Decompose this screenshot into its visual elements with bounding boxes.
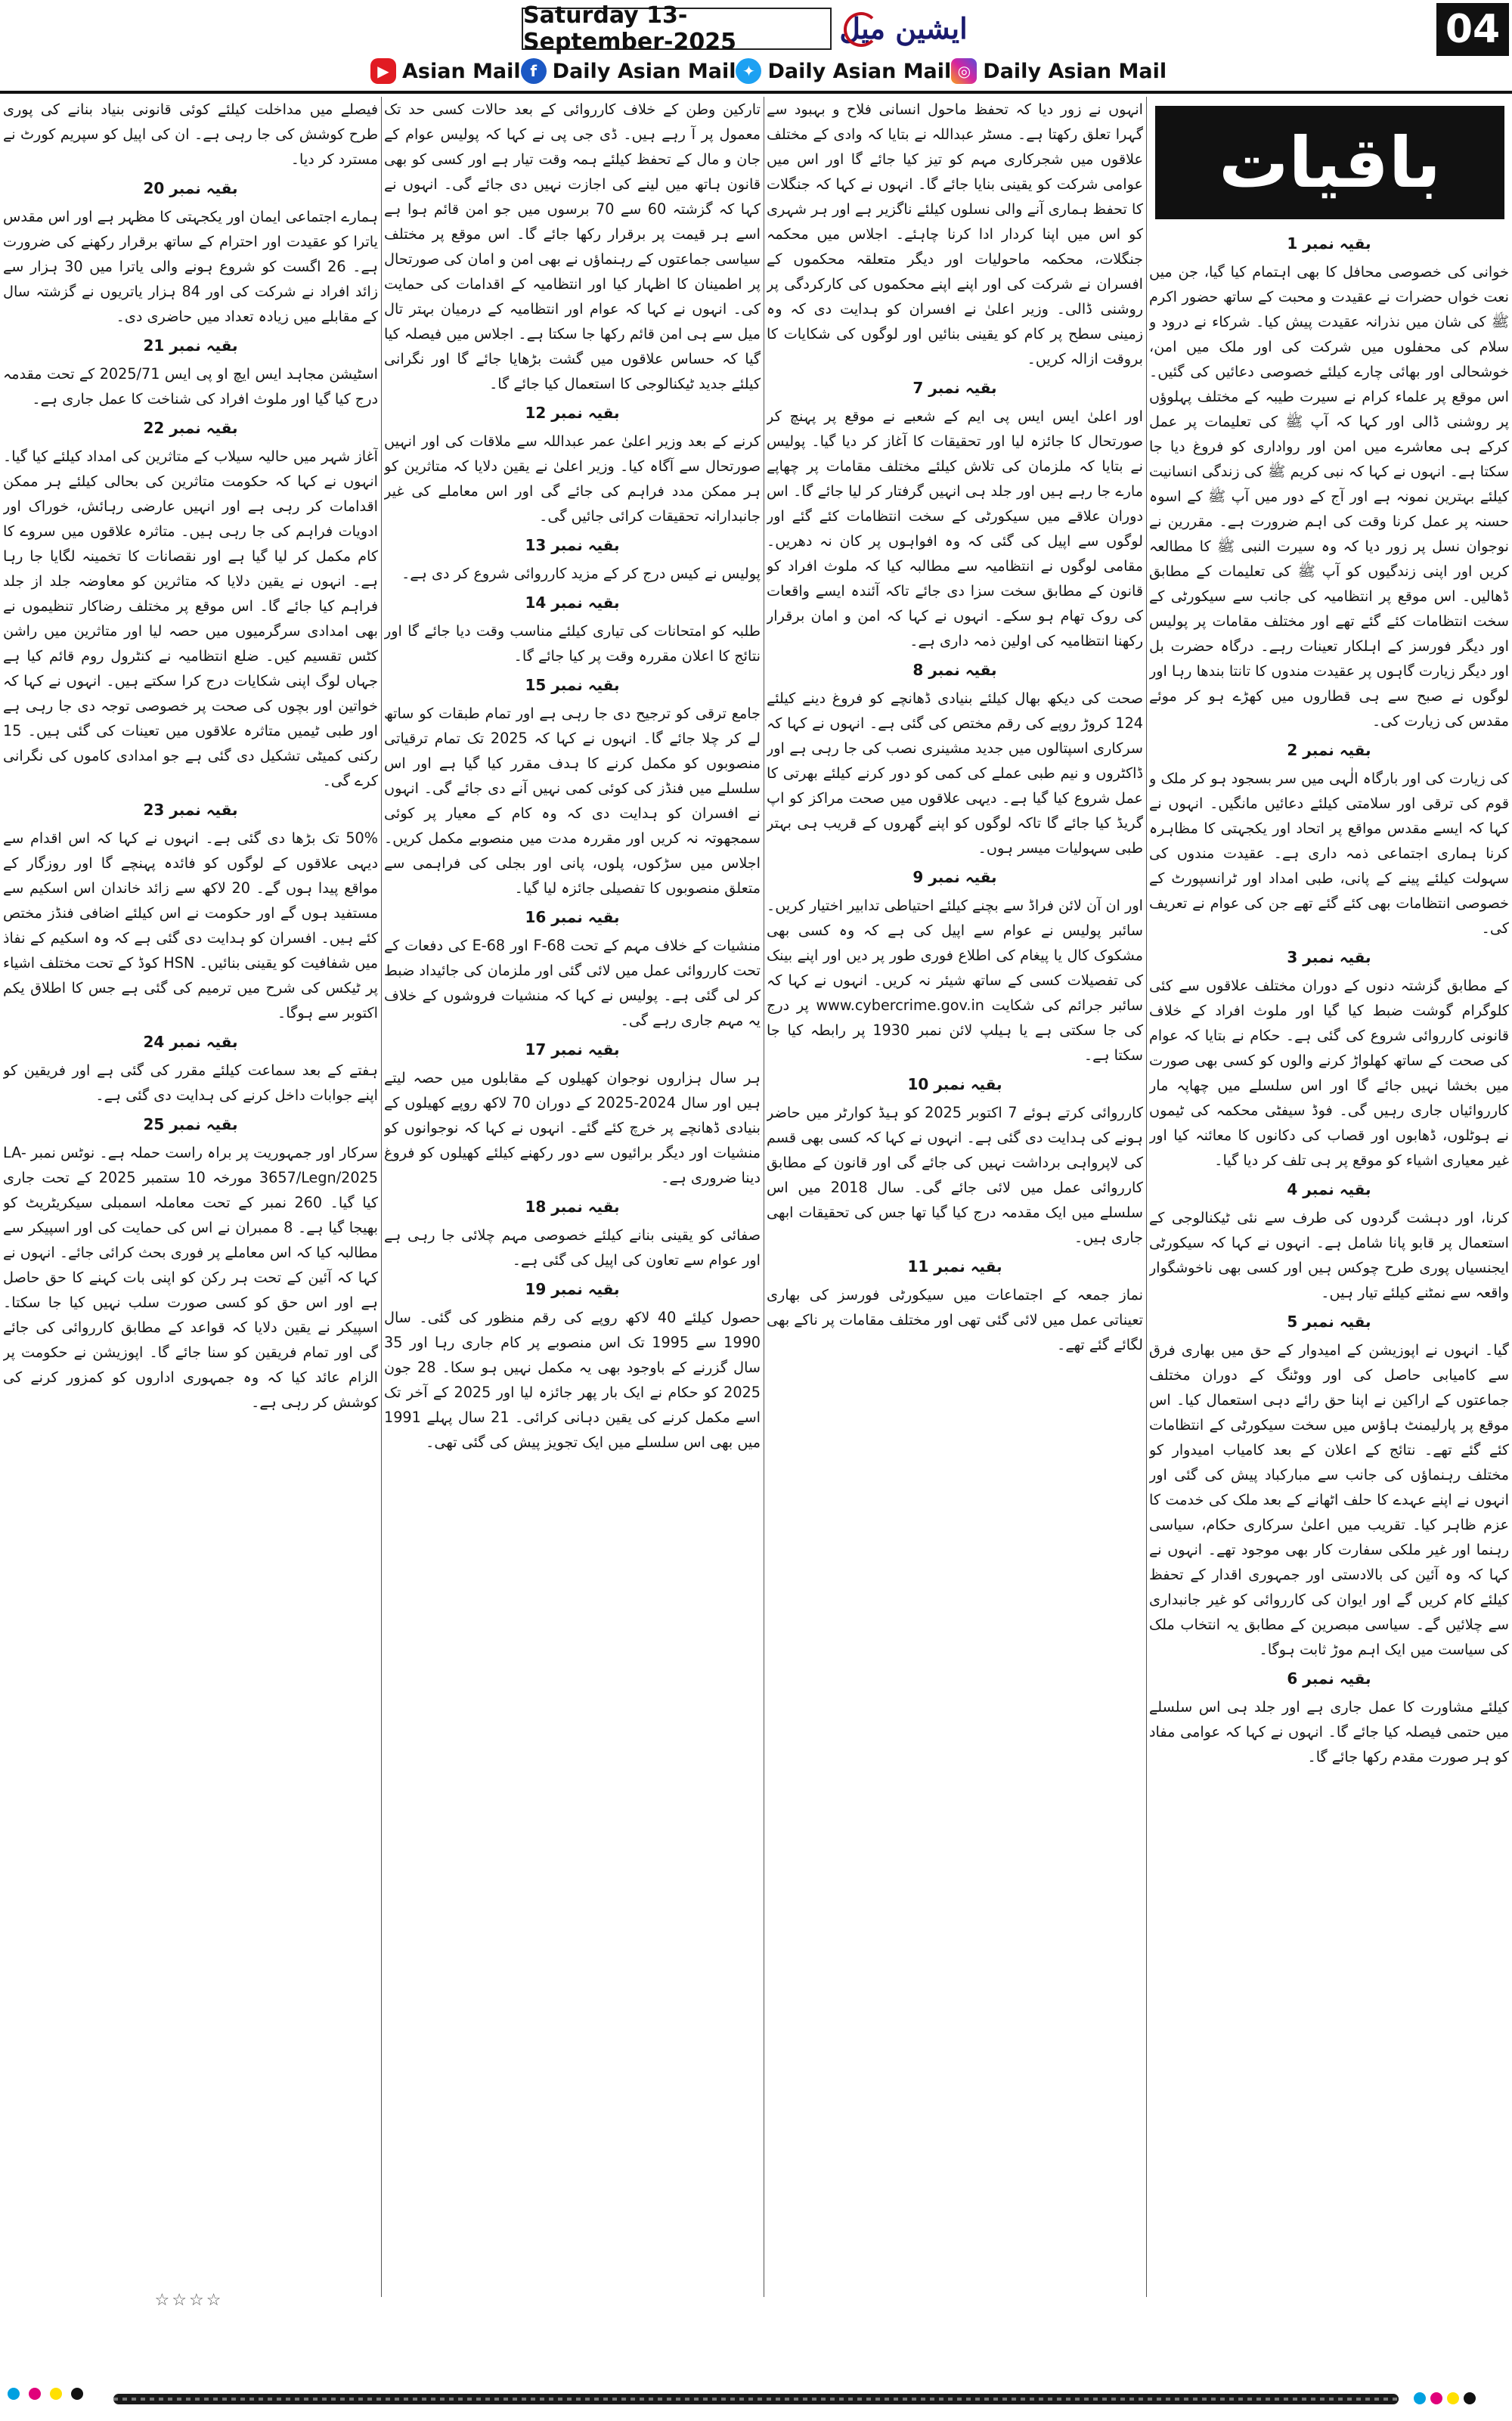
continuation-heading: بقیہ نمبر 5 — [1287, 1313, 1371, 1331]
issue-date: Saturday 13-September-2025 — [522, 8, 832, 50]
article-paragraph: سرکار اور جمہوریت پر براہ راست حملہ ہے۔ نوٹس نمبر LA-3657/Legn/2025 مورخہ 10 ستمبر 2025 کے تحت جاری کیا گیا۔ 260 نمبر کے تحت معاملہ اسمبلی سیکریٹریٹ کو بھیجا گیا ہے۔ 8 ممبران نے اس کی حمایت کی اور اسپیکر سے مطالبہ کیا کہ اس معاملے پر فوری بحث کرائی جائے۔ انہوں نے کہا کہ آئین کے تحت ہر رکن کو اپنی بات کہنے کا حق حاصل ہے اور اس حق کو کسی صورت سلب نہیں کیا جا سکتا۔ اسپیکر نے یقین دلایا کہ قواعد کے مطابق کارروائی کی جائے گی اور تمام فریقین کو سنا جائے گا۔ اپوزیشن نے حکومت پر الزام عائد کیا کہ وہ جمہوری اداروں کو کمزور کرنے کی کوشش کر رہی ہے۔ — [3, 1144, 378, 1411]
continuation-heading: بقیہ نمبر 9 — [912, 868, 997, 886]
continuation-heading: بقیہ نمبر 7 — [912, 379, 997, 397]
facebook-icon: f — [521, 58, 547, 84]
article-paragraph: گیا۔ انہوں نے اپوزیشن کے امیدوار کے حق میں بھاری فرق سے کامیابی حاصل کی اور ووٹنگ کے دوران مختلف جماعتوں کے اراکین نے اپنا حق رائے دہی استعمال کیا۔ اس موقع پر پارلیمنٹ ہاؤس میں سخت سیکورٹی کے انتظامات کئے گئے تھے۔ نتائج کے اعلان کے بعد کامیاب امیدوار کو مختلف رہنماؤں کی جانب سے مبارکباد پیش کی گئی اور انہوں نے اپنے عہدے کا حلف اٹھانے کے بعد ملک کی خدمت کا عزم ظاہر کیا۔ تقریب میں اعلیٰ سرکاری حکام، سیاسی رہنما اور غیر ملکی سفارت کار بھی موجود تھے۔ انہوں نے کہا کہ وہ آئین کی بالادستی اور جمہوری اقدار کے تحفظ کیلئے کام کریں گے اور ایوان کی کارروائی کو غیر جانبداری سے چلائیں گے۔ سیاسی مبصرین کے مطابق یہ انتخاب ملک کی سیاست میں ایک اہم موڑ ثابت ہوگا۔ — [1149, 1341, 1509, 1658]
article-paragraph: کے مطابق گزشتہ دنوں کے دوران مختلف علاقوں سے کئی کلوگرام گوشت ضبط کیا گیا اور ملوث افراد کے خلاف قانونی کارروائی شروع کی گئی ہے۔ حکام نے بتایا کہ عوام کی صحت کے ساتھ کھلواڑ کرنے والوں کو کسی بھی صورت میں بخشا نہیں جائے گا اور اس سلسلے میں چھاپہ مار کارروائیاں جاری رہیں گی۔ فوڈ سیفٹی محکمہ کی ٹیموں نے ہوٹلوں، ڈھابوں اور قصاب کی دکانوں کا معائنہ کیا اور غیر معیاری اشیاء کو موقع پر ہی تلف کر دیا گیا۔ — [1149, 977, 1509, 1169]
article-paragraph: آغاز شہر میں حالیہ سیلاب کے متاثرین کی امداد کیلئے کیا گیا۔ انہوں نے کہا کہ حکومت متاثرین کی بحالی کیلئے ہر ممکن اقدامات کر رہی ہے اور انہیں عارضی رہائش، خوراک اور ادویات فراہم کی جا رہی ہیں۔ متاثرہ علاقوں میں سروے کا کام مکمل کر لیا گیا ہے اور نقصانات کا تخمینہ لگایا جا رہا ہے۔ انہوں نے یقین دلایا کہ متاثرین کو معاوضہ جلد از جلد فراہم کیا جائے گا۔ اس موقع پر مختلف رضاکار تنظیموں نے بھی امدادی سرگرمیوں میں حصہ لیا اور متاثرین میں راشن کٹس تقسیم کیں۔ ضلع انتظامیہ نے کنٹرول روم قائم کیا ہے جہاں لوگ اپنی شکایات درج کرا سکتے ہیں۔ انہوں نے کہا کہ خواتین اور بچوں کی صحت پر خصوصی توجہ دی جا رہی ہے اور طبی ٹیمیں متاثرہ علاقوں میں تعینات کی گئی ہیں۔ 15 رکنی کمیٹی تشکیل دی گئی ہے جو امدادی کاموں کی نگرانی کرے گی۔ — [3, 448, 378, 789]
article-paragraph: پولیس نے کیس درج کر کے مزید کارروائی شروع کر دی ہے۔ — [401, 565, 761, 582]
cmyk-marks-right — [1414, 2392, 1476, 2404]
continuation-heading: بقیہ نمبر 15 — [525, 676, 620, 694]
article-paragraph: کی زیارت کی اور بارگاہ الٰہی میں سر بسجود ہو کر ملک و قوم کی ترقی اور سلامتی کیلئے دعائیں مانگیں۔ انہوں نے کہا کہ ایسے مقدس مواقع پر اتحاد اور یکجہتی کا مظاہرہ کرنا ہماری اجتماعی ذمہ داری ہے۔ عقیدت مندوں کی سہولت کیلئے پینے کے پانی، طبی امداد اور ٹرانسپورٹ کے خصوصی انتظامات بھی کئے گئے تھے جن کی عوام نے تعریف کی۔ — [1149, 770, 1509, 937]
column-divider — [1146, 97, 1147, 2297]
masthead-rule — [0, 91, 1512, 94]
article-paragraph: انہوں نے زور دیا کہ تحفظ ماحول انسانی فلاح و بہبود سے گہرا تعلق رکھتا ہے۔ مسٹر عبداللہ نے بتایا کہ وادی کے مختلف علاقوں میں شجرکاری مہم کو تیز کیا جائے گا اور اس میں عوامی شرکت کو یقینی بنایا جائے گا۔ انہوں نے کہا کہ جنگلات کا تحفظ ہماری آنے والی نسلوں کیلئے ناگزیر ہے اور ہر شہری کو اس میں اپنا کردار ادا کرنا چاہئے۔ اجلاس میں محکمہ جنگلات، محکمہ ماحولیات اور دیگر متعلقہ محکموں کے افسران نے شرکت کی اور اپنے اپنے محکموں کی کارکردگی پر روشنی ڈالی۔ وزیر اعلیٰ نے افسران کو ہدایت دی کہ وہ زمینی سطح پر کام کو یقینی بنائیں اور لوگوں کی شکایات کا بروقت ازالہ کریں۔ — [767, 101, 1143, 367]
continuation-heading: بقیہ نمبر 8 — [912, 661, 997, 679]
article-paragraph: کرنے کے بعد وزیر اعلیٰ عمر عبداللہ سے ملاقات کی اور انہیں صورتحال سے آگاہ کیا۔ وزیر اعلیٰ نے یقین دلایا کہ متاثرین کو ہر ممکن مدد فراہم کی جائے گی اور اس معاملے کی غیر جانبدارانہ تحقیقات کرائی جائیں گی۔ — [384, 432, 761, 525]
article-paragraph: صفائی کو یقینی بنانے کیلئے خصوصی مہم چلائی جا رہی ہے اور عوام سے تعاون کی اپیل کی گئی ہے۔ — [384, 1226, 761, 1269]
social-facebook[interactable] — [521, 58, 736, 84]
continuation-heading: بقیہ نمبر 14 — [525, 594, 620, 612]
cyan-dot — [1414, 2392, 1426, 2404]
section-title: باقیات — [1155, 106, 1504, 219]
continuation-heading: بقیہ نمبر 17 — [525, 1040, 620, 1059]
continuation-heading: بقیہ نمبر 22 — [143, 419, 238, 437]
article-paragraph: کرنا، اور دہشت گردوں کی طرف سے نئی ٹیکنالوجی کے استعمال پر قابو پانا شامل ہے۔ انہوں نے کہا کہ سیکورٹی ایجنسیاں پوری طرح چوکس ہیں اور کسی بھی ناخوشگوار واقعہ سے نمٹنے کیلئے تیار ہیں۔ — [1149, 1209, 1509, 1301]
article-paragraph: طلبہ کو امتحانات کی تیاری کیلئے مناسب وقت دیا جائے گا اور نتائج کا اعلان مقررہ وقت پر کیا جائے گا۔ — [384, 622, 761, 665]
article-paragraph: ہمارے اجتماعی ایمان اور یکجہتی کا مظہر ہے اور اس مقدس یاترا کو عقیدت اور احترام کے ساتھ برقرار رکھنے کی ضرورت ہے۔ 26 اگست کو شروع ہونے والی یاترا میں 30 ہزار سے زائد افراد نے شرکت کی اور 84 ہزار یاتریوں نے گزشتہ سال کے مقابلے میں زیادہ تعداد میں حاضری دی۔ — [3, 208, 378, 325]
end-mark: ☆☆☆☆ — [154, 2291, 224, 2310]
cyan-dot — [8, 2388, 20, 2400]
social-label: Daily Asian Mail — [552, 59, 736, 83]
yellow-dot — [50, 2388, 62, 2400]
continuation-heading: بقیہ نمبر 12 — [525, 404, 620, 422]
continuation-heading: بقیہ نمبر 25 — [143, 1115, 238, 1133]
newspaper-logo — [839, 5, 968, 51]
logo-ring-icon — [844, 12, 878, 47]
continuation-heading: بقیہ نمبر 23 — [143, 801, 238, 819]
article-paragraph: نماز جمعہ کے اجتماعات میں سیکورٹی فورسز کی بھاری تعیناتی عمل میں لائی گئی تھی اور مختلف مقامات پر ناکے بھی لگائے گئے تھے۔ — [767, 1286, 1143, 1353]
masthead — [0, 0, 1512, 91]
social-twitter[interactable] — [736, 58, 951, 84]
social-label: Daily Asian Mail — [983, 59, 1167, 83]
column-3 — [384, 97, 761, 2297]
social-links — [370, 54, 1167, 88]
continuation-heading: بقیہ نمبر 24 — [143, 1033, 238, 1051]
article-paragraph: کیلئے مشاورت کا عمل جاری ہے اور جلد ہی اس سلسلے میں حتمی فیصلہ کیا جائے گا۔ انہوں نے کہا کہ عوامی مفاد کو ہر صورت مقدم رکھا جائے گا۔ — [1149, 1698, 1509, 1765]
article-paragraph: ہر سال ہزاروں نوجوان کھیلوں کے مقابلوں میں حصہ لیتے ہیں اور سال 2024-2025 کے دوران 70 لاکھ روپے کھیلوں کے بنیادی ڈھانچے پر خرچ کئے گئے۔ انہوں نے کہا کہ نوجوانوں کو منشیات اور دیگر برائیوں سے دور رکھنے کیلئے کھیلوں کو فروغ دینا ضروری ہے۔ — [384, 1069, 761, 1186]
column-divider — [381, 97, 382, 2297]
instagram-icon: ◎ — [951, 58, 977, 84]
continuation-heading: بقیہ نمبر 10 — [907, 1075, 1002, 1093]
social-instagram[interactable] — [951, 58, 1167, 84]
article-paragraph: اور اعلیٰ ایس ایس پی ایم کے شعبے نے موقع پر پہنچ کر صورتحال کا جائزہ لیا اور تحقیقات کا آغاز کر دیا گیا۔ پولیس نے بتایا کہ ملزمان کی تلاش کیلئے مختلف مقامات پر چھاپے مارے جا رہے ہیں اور جلد ہی انہیں گرفتار کر لیا جائے گا۔ اس دوران علاقے میں سیکورٹی کے سخت انتظامات کئے گئے اور لوگوں سے اپیل کی گئی کہ وہ افواہوں پر کان نہ دھریں۔ مقامی لوگوں نے انتظامیہ سے مطالبہ کیا کہ ملوث افراد کو قانون کے مطابق سخت سزا دی جائے تاکہ آئندہ ایسے واقعات کی روک تھام ہو سکے۔ انہوں نے کہا کہ امن و امان برقرار رکھنا انتظامیہ کی اولین ذمہ داری ہے۔ — [767, 408, 1143, 649]
continuation-heading: بقیہ نمبر 6 — [1287, 1669, 1371, 1688]
article-paragraph: جامع ترقی کو ترجیح دی جا رہی ہے اور تمام طبقات کو ساتھ لے کر چلا جائے گا۔ انہوں نے کہا کہ 2025 تک تمام ترقیاتی منصوبوں کو مکمل کرنے کا ہدف مقرر کیا گیا ہے اور اس سلسلے میں فنڈز کی کوئی کمی نہیں آنے دی جائے گی۔ انہوں نے افسران کو ہدایت دی کہ وہ کام کے معیار پر کوئی سمجھوتہ نہ کریں اور مقررہ مدت میں منصوبے مکمل کریں۔ اجلاس میں سڑکوں، پلوں، پانی اور بجلی کی فراہمی سے متعلق منصوبوں کا تفصیلی جائزہ لیا گیا۔ — [384, 705, 761, 897]
continuation-heading: بقیہ نمبر 13 — [525, 536, 620, 554]
black-dot — [1464, 2392, 1476, 2404]
article-paragraph: خوانی کی خصوصی محافل کا بھی اہتمام کیا گیا، جن میں نعت خواں حضرات نے عقیدت و محبت کے ساتھ حضور اکرم ﷺ کی شان میں نذرانہ عقیدت پیش کیا۔ شرکاء نے درود و سلام کی محفلوں میں شرکت کی اور ملک میں امن، خوشحالی اور بھائی چارے کیلئے خصوصی دعائیں کی گئیں۔ اس موقع پر علماء کرام نے سیرت طیبہ کے مختلف پہلوؤں پر روشنی ڈالی اور کہا کہ آپ ﷺ کی تعلیمات پر عمل کرکے ہی معاشرے میں امن اور رواداری کو فروغ دیا جا سکتا ہے۔ انہوں نے کہا کہ نبی کریم ﷺ کی زندگی انسانیت کیلئے بہترین نمونہ ہے اور آج کے دور میں آپ ﷺ کے اسوہ حسنہ پر عمل کرنا وقت کی اہم ضرورت ہے۔ مقررین نے نوجوان نسل پر زور دیا کہ وہ سیرت النبی ﷺ کا مطالعہ کریں اور اپنی زندگیوں کو آپ ﷺ کی تعلیمات کے مطابق ڈھالیں۔ اس موقع پر انتظامیہ کی جانب سے سیکورٹی کے سخت انتظامات کئے گئے تھے اور مختلف مقامات پر پولیس اور دیگر فورسز کے اہلکار تعینات رہے۔ درگاہ حضرت بل اور دیگر زیارت گاہوں پر عقیدت مندوں کا تانتا بندھا رہا اور لوگوں نے صبح سے ہی قطاروں میں کھڑے ہو کر موئے مقدس کی زیارت کی۔ — [1149, 263, 1509, 730]
continuation-heading: بقیہ نمبر 18 — [525, 1198, 620, 1216]
continuation-heading: بقیہ نمبر 11 — [907, 1257, 1002, 1276]
social-label: Asian Mail — [402, 59, 521, 83]
article-paragraph: کارروائی کرتے ہوئے 7 اکتوبر 2025 کو ہیڈ کوارٹر میں حاضر ہونے کی ہدایت دی گئی ہے۔ انہوں نے کہا کہ کسی بھی قسم کی لاپرواہی برداشت نہیں کی جائے گی اور قانون کے مطابق کارروائی عمل میں لائی جائے گی۔ سال 2018 میں اس سلسلے میں ایک مقدمہ درج کیا گیا تھا جس کی تحقیقات ابھی جاری ہیں۔ — [767, 1104, 1143, 1246]
article-paragraph: اسٹیشن مجاہد ایس ایچ او پی ایس 2025/71 کے تحت مقدمہ درج کیا گیا اور ملوث افراد کی شناخت کا عمل جاری ہے۔ — [3, 365, 378, 408]
continuation-heading: بقیہ نمبر 21 — [143, 336, 238, 355]
continuation-heading: بقیہ نمبر 16 — [525, 908, 620, 926]
article-paragraph: منشیات کے خلاف مہم کے تحت 68-F اور 68-E کی دفعات کے تحت کارروائی عمل میں لائی گئی اور ملزمان کی جائیداد ضبط کر لی گئی ہے۔ پولیس نے کہا کہ منشیات فروشوں کے خلاف یہ مہم جاری رہے گی۔ — [384, 937, 761, 1029]
yellow-dot — [1447, 2392, 1459, 2404]
page-number: 04 — [1436, 3, 1509, 56]
twitter-icon: ✦ — [736, 58, 761, 84]
article-paragraph: فیصلے میں مداخلت کیلئے کوئی قانونی بنیاد بنانے کی پوری طرح کوشش کی جا رہی ہے۔ ان کی اپیل کو سپریم کورٹ نے مسترد کر دیا۔ — [3, 101, 378, 168]
column-1 — [1149, 227, 1509, 2297]
article-paragraph: حصول کیلئے 40 لاکھ روپے کی رقم منظور کی گئی۔ سال 1990 سے 1995 تک اس منصوبے پر کام جاری رہا اور 35 سال گزرنے کے باوجود بھی یہ مکمل نہیں ہو سکا۔ 28 جون 2025 کو حکام نے ایک بار پھر جائزہ لیا اور 2025 کے آخر تک اسے مکمل کرنے کی یقین دہانی کرائی۔ 21 سال پہلے 1991 میں بھی اس سلسلے میں ایک تجویز پیش کی گئی تھی۔ — [384, 1309, 761, 1451]
magenta-dot — [1430, 2392, 1442, 2404]
social-label: Daily Asian Mail — [767, 59, 952, 83]
registration-bar — [113, 2394, 1399, 2404]
continuation-heading: بقیہ نمبر 3 — [1287, 948, 1371, 966]
continuation-heading: بقیہ نمبر 1 — [1287, 234, 1371, 253]
column-4 — [3, 97, 378, 2297]
column-2 — [767, 97, 1143, 2297]
article-paragraph: تارکین وطن کے خلاف کارروائی کے بعد حالات کسی حد تک معمول پر آ رہے ہیں۔ ڈی جی پی نے کہا کہ پولیس عوام کے جان و مال کے تحفظ کیلئے ہمہ وقت تیار ہے اور کسی کو بھی قانون ہاتھ میں لینے کی اجازت نہیں دی جائے گی۔ انہوں نے کہا کہ گزشتہ 60 سے 70 برسوں میں جو امن قائم ہوا ہے اسے ہر قیمت پر برقرار رکھا جائے گا۔ اس موقع پر مختلف سیاسی جماعتوں کے رہنماؤں نے بھی امن و امان کی صورتحال پر اطمینان کا اظہار کیا اور انتظامیہ کے اقدامات کی حمایت کی۔ انہوں نے کہا کہ عوام اور انتظامیہ کے درمیان بہتر تال میل سے ہی امن قائم رکھا جا سکتا ہے۔ اجلاس میں فیصلہ کیا گیا کہ حساس علاقوں میں گشت بڑھایا جائے گا اور نگرانی کیلئے جدید ٹیکنالوجی کا استعمال کیا جائے گا۔ — [384, 101, 761, 392]
article-paragraph: اور ان آن لائن فراڈ سے بچنے کیلئے احتیاطی تدابیر اختیار کریں۔ سائبر پولیس نے عوام سے اپیل کی ہے کہ وہ کسی بھی مشکوک کال یا پیغام کی اطلاع فوری طور پر دیں اور اپنے بینک کی تفصیلات کسی کے ساتھ شیئر نہ کریں۔ انہوں نے کہا کہ سائبر جرائم کی شکایت www.cybercrime.gov.in پر درج کی جا سکتی ہے یا ہیلپ لائن نمبر 1930 پر رابطہ کیا جا سکتا ہے۔ — [767, 897, 1143, 1064]
article-paragraph: 50% تک بڑھا دی گئی ہے۔ انہوں نے کہا کہ اس اقدام سے دیہی علاقوں کے لوگوں کو فائدہ پہنچے گا اور روزگار کے مواقع پیدا ہوں گے۔ 20 لاکھ سے زائد خاندان اس اسکیم سے مستفید ہوں گے اور حکومت نے اس کیلئے اضافی فنڈز مختص کئے ہیں۔ افسران کو ہدایت دی گئی ہے کہ وہ اسکیم کے نفاذ میں شفافیت کو یقینی بنائیں۔ HSN کوڈ کے تحت مختلف اشیاء پر ٹیکس کی شرح میں ترمیم کی گئی ہے جس کا اطلاق یکم اکتوبر سے ہوگا۔ — [3, 829, 378, 1021]
continuation-heading: بقیہ نمبر 2 — [1287, 741, 1371, 759]
article-paragraph: ہفتے کے بعد سماعت کیلئے مقرر کی گئی ہے اور فریقین کو اپنے جوابات داخل کرنے کی ہدایت دی گئی ہے۔ — [3, 1062, 378, 1104]
continuation-heading: بقیہ نمبر 19 — [525, 1280, 620, 1298]
continuation-heading: بقیہ نمبر 4 — [1287, 1180, 1371, 1198]
cmyk-marks — [8, 2388, 83, 2400]
print-registration-strip — [0, 2374, 1512, 2421]
magenta-dot — [29, 2388, 41, 2400]
continuation-heading: بقیہ نمبر 20 — [143, 179, 238, 197]
youtube-icon: ▶ — [370, 58, 396, 84]
social-youtube[interactable] — [370, 58, 521, 84]
logo-text: ایشین میل — [839, 11, 968, 45]
black-dot — [71, 2388, 83, 2400]
article-paragraph: صحت کی دیکھ بھال کیلئے بنیادی ڈھانچے کو فروغ دینے کیلئے 124 کروڑ روپے کی رقم مختص کی گئی ہے۔ انہوں نے کہا کہ سرکاری اسپتالوں میں جدید مشینری نصب کی جا رہی ہے اور ڈاکٹروں و نیم طبی عملے کی کمی کو دور کرنے کیلئے بھرتی کا عمل شروع کیا گیا ہے۔ دیہی علاقوں میں صحت مراکز کو اپ گریڈ کیا جائے گا تاکہ لوگوں کو اپنے گھروں کے قریب ہی بہتر طبی سہولیات میسر ہوں۔ — [767, 690, 1143, 857]
